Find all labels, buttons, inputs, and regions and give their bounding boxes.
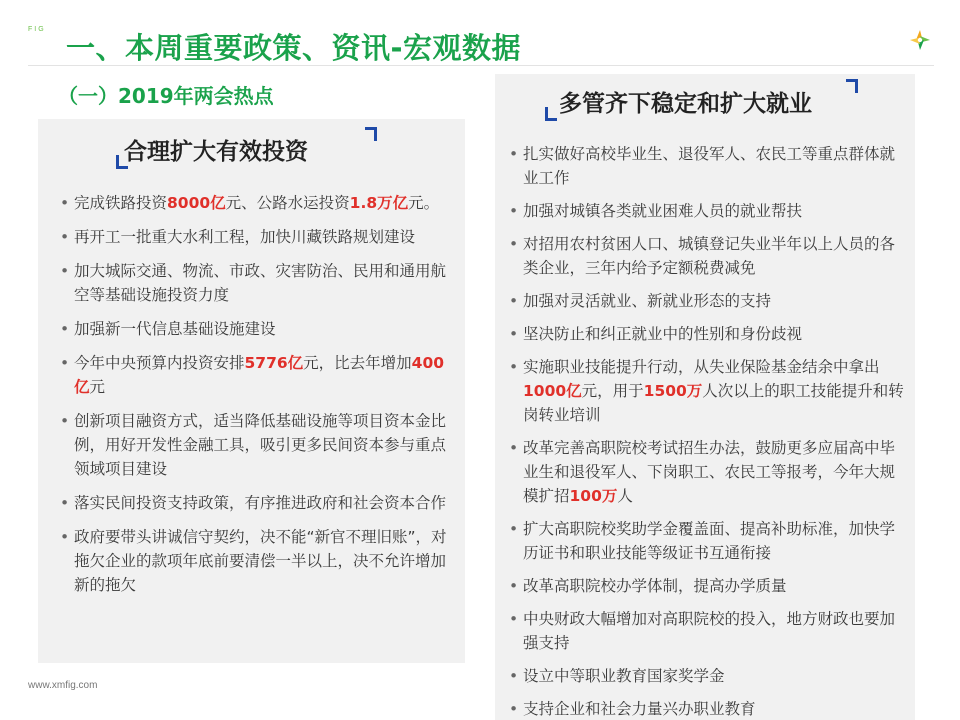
item-text: 元，比去年增加	[303, 354, 412, 372]
item-text: 落实民间投资支持政策，有序推进政府和社会资本合作	[74, 494, 447, 512]
list-item	[58, 259, 453, 307]
highlight-figure: 5776亿	[244, 354, 304, 372]
footer-url: www.xmfig.com	[28, 680, 98, 691]
bullet-icon: •	[60, 228, 70, 246]
item-text: 支持企业和社会力量兴办职业教育	[523, 700, 756, 718]
bullet-icon: •	[509, 325, 519, 343]
list-item	[507, 436, 907, 508]
bullet-icon: •	[60, 528, 70, 546]
left-card-list	[58, 191, 453, 607]
list-item	[507, 574, 907, 598]
item-text: 元	[89, 378, 106, 396]
bullet-icon: •	[509, 667, 519, 685]
bullet-icon: •	[509, 358, 519, 376]
list-item	[58, 317, 453, 341]
list-item	[58, 351, 453, 399]
item-text: 再开工一批重大水利工程，加快川藏铁路规划建设	[74, 228, 416, 246]
item-text: 创新项目融资方式，适当降低基础设施等项目资本金比例，用好开发性金融工具，吸引更多民间资本参与重点领域项目建设	[74, 412, 447, 478]
item-text: 坚决防止和纠正就业中的性别和身份歧视	[523, 325, 803, 343]
list-item	[507, 355, 907, 427]
list-item	[507, 232, 907, 280]
item-text: 加强新一代信息基础设施建设	[74, 320, 276, 338]
list-item	[507, 607, 907, 655]
item-text: 改革高职院校办学体制，提高办学质量	[523, 577, 787, 595]
list-item	[58, 409, 453, 481]
corner-mark: FIG	[28, 26, 46, 33]
item-text: 完成铁路投资	[74, 194, 168, 212]
left-card	[38, 119, 465, 663]
bullet-icon: •	[60, 194, 70, 212]
right-card	[495, 74, 915, 720]
bullet-icon: •	[509, 700, 519, 718]
bracket-top-right	[846, 79, 858, 93]
bullet-icon: •	[60, 494, 70, 512]
list-item	[507, 289, 907, 313]
bullet-icon: •	[509, 292, 519, 310]
highlight-figure: 100万	[569, 487, 618, 505]
item-text: 加大城际交通、物流、市政、灾害防治、民用和通用航空等基础设施投资力度	[74, 262, 447, 304]
page-title: 一、本周重要政策、资讯-宏观数据	[66, 31, 522, 65]
list-item	[58, 491, 453, 515]
left-card-title: 合理扩大有效投资	[124, 139, 308, 165]
right-card-title-group	[559, 85, 812, 118]
list-item	[507, 517, 907, 565]
item-text: 改革完善高职院校考试招生办法，鼓励更多应届高中毕业生和退役军人、下岗职工、农民工等报考，今年大规模扩招	[523, 439, 896, 505]
highlight-figure: 8000亿	[167, 194, 226, 212]
item-text: 扎实做好高校毕业生、退役军人、农民工等重点群体就业工作	[523, 145, 896, 187]
list-item	[507, 664, 907, 688]
item-text: 元、公路水运投资	[225, 194, 350, 212]
item-text: 人次以上的职工技能提升和转岗转业培训	[523, 382, 904, 424]
bracket-bottom-left	[545, 107, 557, 121]
xmfig-logo-icon	[908, 28, 932, 52]
item-text: 加强对城镇各类就业困难人员的就业帮扶	[523, 202, 803, 220]
list-item	[58, 225, 453, 249]
bullet-icon: •	[509, 520, 519, 538]
list-item	[507, 322, 907, 346]
list-item	[507, 697, 907, 720]
bullet-icon: •	[509, 145, 519, 163]
bullet-icon: •	[509, 202, 519, 220]
item-text: 元。	[408, 194, 440, 212]
list-item	[58, 191, 453, 215]
list-item	[507, 142, 907, 190]
item-text: 加强对灵活就业、新就业形态的支持	[523, 292, 772, 310]
item-text: 中央财政大幅增加对高职院校的投入，地方财政也要加强支持	[523, 610, 896, 652]
bullet-icon: •	[509, 577, 519, 595]
bullet-icon: •	[60, 320, 70, 338]
item-text: 设立中等职业教育国家奖学金	[523, 667, 725, 685]
highlight-figure: 1500万	[643, 382, 703, 400]
bracket-top-right	[365, 127, 377, 141]
bracket-bottom-left	[116, 155, 128, 169]
item-text: 政府要带头讲诚信守契约，决不能“新官不理旧账”，对拖欠企业的款项年底前要清偿一半以上，决不允许增加新的拖欠	[74, 528, 447, 594]
bullet-icon: •	[509, 610, 519, 628]
item-text: 人	[617, 487, 633, 505]
highlight-figure: 1000亿	[523, 382, 582, 400]
highlight-figure: 400亿	[74, 354, 445, 396]
bullet-icon: •	[60, 262, 70, 280]
title-divider	[28, 65, 934, 66]
section-subtitle: （一）2019年两会热点	[58, 84, 274, 108]
bullet-icon: •	[60, 354, 70, 372]
item-text: 对招用农村贫困人口、城镇登记失业半年以上人员的各类企业，三年内给予定额税费减免	[523, 235, 896, 277]
bullet-icon: •	[509, 235, 519, 253]
list-item	[507, 199, 907, 223]
item-text: 元，用于	[581, 382, 644, 400]
item-text: 实施职业技能提升行动，从失业保险基金结余中拿出	[523, 358, 880, 376]
left-card-title-group	[124, 133, 308, 166]
item-text: 扩大高职院校奖助学金覆盖面、提高补助标准，加快学历证书和职业技能等级证书互通衔接	[523, 520, 896, 562]
right-card-title: 多管齐下稳定和扩大就业	[559, 91, 812, 117]
highlight-figure: 1.8万亿	[349, 194, 409, 212]
bullet-icon: •	[509, 439, 519, 457]
right-card-list	[507, 142, 907, 720]
list-item	[58, 525, 453, 597]
item-text: 今年中央预算内投资安排	[74, 354, 245, 372]
bullet-icon: •	[60, 412, 70, 430]
